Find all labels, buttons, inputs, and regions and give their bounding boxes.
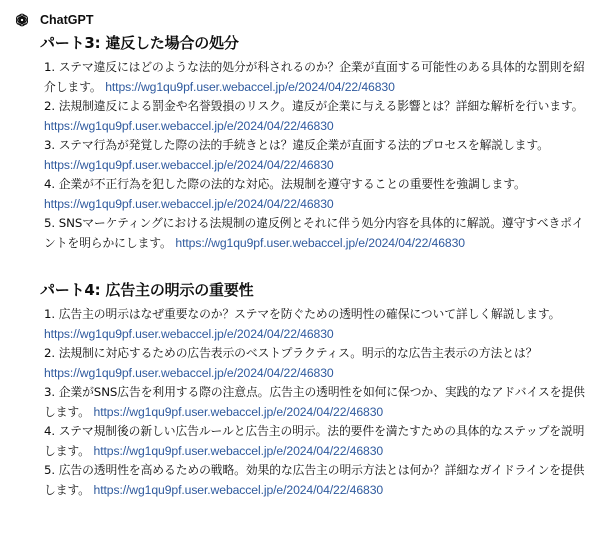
item-number: 2. (44, 99, 56, 113)
item-number: 4. (44, 177, 56, 191)
item-text: 法規制に対応するための広告表示のベストプラクティス。明示的な広告主表示の方法とは？ (58, 346, 538, 360)
list-item (44, 97, 585, 136)
item-text: SNSマーケティングにおける法規制の違反例とそれに伴う処分内容を具体的に解説。遵守すべきポイントを明らかにします。 (44, 216, 584, 250)
message-header (14, 10, 93, 30)
item-text: ステマ行為が発覚した際の法的手続きとは？違反企業が直面する法的プロセスを解説します。 (58, 138, 549, 152)
list-item (44, 58, 585, 97)
item-text: ステマ規制後の新しい広告ルールと広告主の明示。法的要件を満たすための具体的なステップを説明します。 (44, 424, 585, 458)
item-text: 法規制違反による罰金や名誉毀損のリスク。違反が企業に与える影響とは？詳細な解析を行います。 (58, 99, 584, 113)
item-number: 2. (44, 346, 56, 360)
assistant-name: ChatGPT (40, 13, 94, 27)
list-item (44, 383, 585, 422)
list-item (44, 461, 585, 500)
section-title: パート4: 広告主の明示の重要性 (40, 281, 254, 299)
item-link[interactable]: https://wg1qu9pf.user.webaccel.jp/e/2024/04/22/46830 (175, 235, 465, 250)
item-link[interactable]: https://wg1qu9pf.user.webaccel.jp/e/2024/04/22/46830 (93, 482, 384, 497)
item-number: 5. (44, 216, 56, 230)
item-link[interactable]: https://wg1qu9pf.user.webaccel.jp/e/2024/04/22/46830 (44, 365, 334, 380)
item-number: 5. (44, 463, 56, 477)
message-content (40, 32, 585, 500)
list-item (44, 136, 585, 175)
item-number: 1. (44, 307, 56, 321)
section-title: パート3: 違反した場合の処分 (40, 34, 239, 52)
item-text: ステマ違反にはどのような法的処分が科されるのか？企業が直面する可能性のある具体的な罰則を紹介します。 (44, 60, 585, 94)
list-item (44, 175, 585, 214)
list-item (44, 214, 585, 253)
item-number: 3. (44, 138, 56, 152)
list-item (44, 422, 585, 461)
section-part-3 (40, 32, 585, 253)
item-link[interactable]: https://wg1qu9pf.user.webaccel.jp/e/2024/04/22/46830 (44, 157, 334, 172)
item-text: 企業がSNS広告を利用する際の注意点。広告主の透明性を如何に保つか、実践的なアドバイスを提供します。 (44, 385, 585, 419)
item-text: 広告主の明示はなぜ重要なのか？ステマを防ぐための透明性の確保について詳しく解説します。 (58, 307, 561, 321)
item-list (40, 305, 585, 500)
item-link[interactable]: https://wg1qu9pf.user.webaccel.jp/e/2024/04/22/46830 (93, 443, 384, 458)
list-item (44, 305, 585, 344)
item-list (40, 58, 585, 253)
item-number: 4. (44, 424, 56, 438)
item-number: 3. (44, 385, 56, 399)
item-link[interactable]: https://wg1qu9pf.user.webaccel.jp/e/2024/04/22/46830 (44, 118, 334, 133)
item-text: 広告の透明性を高めるための戦略。効果的な広告主の明示方法とは何か？詳細なガイドラインを提供します。 (44, 463, 585, 497)
item-link[interactable]: https://wg1qu9pf.user.webaccel.jp/e/2024/04/22/46830 (44, 196, 334, 211)
item-link[interactable]: https://wg1qu9pf.user.webaccel.jp/e/2024/04/22/46830 (93, 404, 384, 419)
item-link[interactable]: https://wg1qu9pf.user.webaccel.jp/e/2024/04/22/46830 (44, 326, 334, 341)
list-item (44, 344, 585, 383)
section-part-4 (40, 279, 585, 500)
item-number: 1. (44, 60, 56, 74)
item-text: 企業が不正行為を犯した際の法的な対応。法規制を遵守することの重要性を強調します。 (58, 177, 526, 191)
openai-logo-icon (14, 12, 30, 28)
item-link[interactable]: https://wg1qu9pf.user.webaccel.jp/e/2024/04/22/46830 (105, 79, 395, 94)
